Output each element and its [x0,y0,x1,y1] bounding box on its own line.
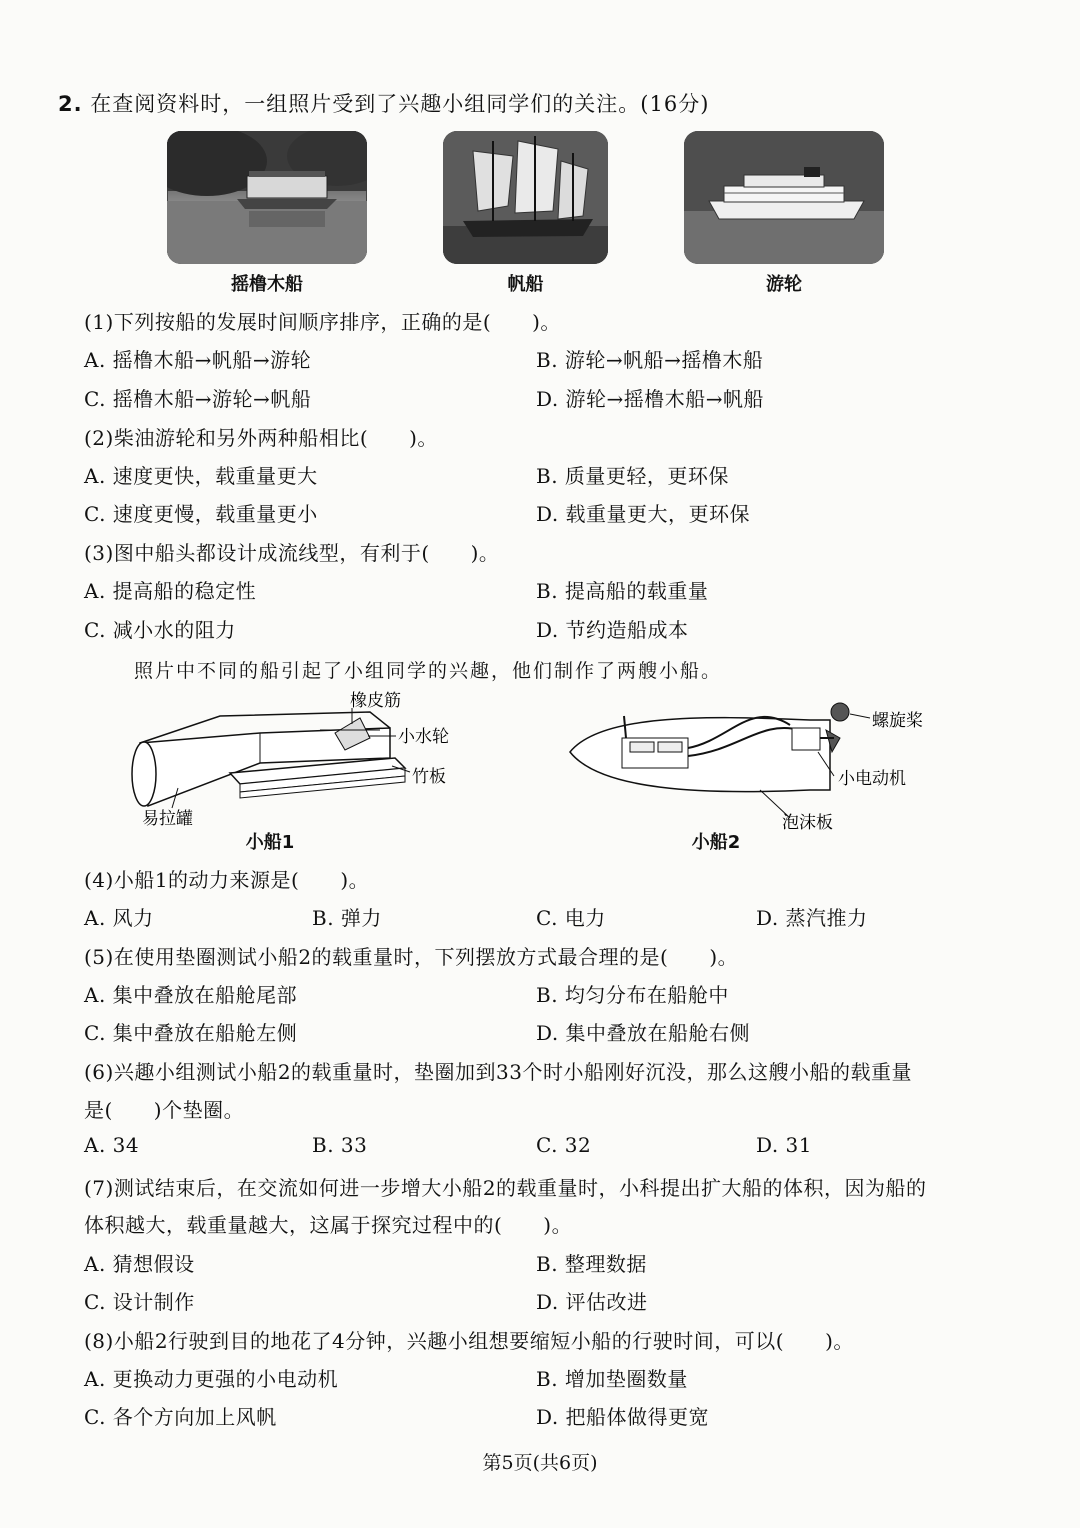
boat2-label-motor: 小电动机 [838,769,906,789]
photo-cruise-ship [684,131,884,264]
item-2-option-a[interactable]: A. 速度更快，载重量更大 [84,464,318,488]
item-1-option-c[interactable]: C. 摇橹木船→游轮→帆船 [84,387,312,411]
item-7-option-d[interactable]: D. 评估改进 [536,1290,648,1314]
boat1-label-bamboo-board: 竹板 [412,767,446,787]
photo-cruise-ship-caption: 游轮 [766,274,802,295]
boat1-diagram [120,688,480,838]
intro-text: 照片中不同的船引起了小组同学的兴趣，他们制作了两艘小船。 [134,660,723,682]
item-6-option-d[interactable]: D. 31 [756,1133,812,1157]
item-7-option-c[interactable]: C. 设计制作 [84,1290,195,1314]
cruise-ship-illustration [684,131,884,264]
item-7-option-b[interactable]: B. 整理数据 [536,1252,647,1276]
item-3-option-d[interactable]: D. 节约造船成本 [536,618,689,642]
item-7-option-a[interactable]: A. 猜想假设 [84,1252,195,1276]
item-5-option-a[interactable]: A. 集中叠放在船舱尾部 [84,983,298,1007]
item-2-stem: (2)柴油游轮和另外两种船相比( )。 [84,426,438,450]
item-5-stem: (5)在使用垫圈测试小船2的载重量时，下列摆放方式最合理的是( )。 [84,945,739,969]
item-1-option-a[interactable]: A. 摇橹木船→帆船→游轮 [84,348,312,372]
item-4-option-c[interactable]: C. 电力 [536,906,606,930]
item-4-option-d[interactable]: D. 蒸汽推力 [756,906,868,930]
item-7-stem-line2: 体积越大，载重量越大，这属于探究过程中的( )。 [84,1213,573,1237]
photo-rowboat [167,131,367,264]
item-4-option-b[interactable]: B. 弹力 [312,906,382,930]
boat2-diagram [560,690,940,840]
rowboat-illustration [167,131,367,264]
item-1-stem: (1)下列按船的发展时间顺序排序，正确的是( )。 [84,310,561,334]
boat1-label-paddle-wheel: 小水轮 [398,727,449,747]
item-3-option-a[interactable]: A. 提高船的稳定性 [84,579,257,603]
item-2-option-b[interactable]: B. 质量更轻，更环保 [536,464,729,488]
item-3-option-b[interactable]: B. 提高船的载重量 [536,579,709,603]
item-2-option-c[interactable]: C. 速度更慢，载重量更小 [84,502,318,526]
sailboat-illustration [443,131,608,264]
boat2-label-foam-board: 泡沫板 [782,813,833,833]
item-5-option-b[interactable]: B. 均匀分布在船舱中 [536,983,729,1007]
boat1-caption: 小船1 [245,832,295,853]
boat1-label-rubber-band: 橡皮筋 [350,691,401,711]
page-footer: 第5页(共6页) [482,1452,598,1474]
question-number: 2. [58,92,83,116]
item-6-stem: (6)兴趣小组测试小船2的载重量时，垫圈加到33个时小船刚好沉没，那么这艘小船的载重量 [84,1060,913,1084]
item-8-stem: (8)小船2行驶到目的地花了4分钟，兴趣小组想要缩短小船的行驶时间，可以( )。 [84,1329,854,1353]
item-5-option-d[interactable]: D. 集中叠放在船舱右侧 [536,1021,751,1045]
item-6-option-c[interactable]: C. 32 [536,1133,592,1157]
item-1-option-b[interactable]: B. 游轮→帆船→摇橹木船 [536,348,764,372]
question-title-text: 在查阅资料时，一组照片受到了兴趣小组同学们的关注。(16分) [90,92,710,116]
boat2-caption: 小船2 [691,832,741,853]
boat1-label-can: 易拉罐 [142,809,193,829]
item-8-option-c[interactable]: C. 各个方向加上风帆 [84,1405,277,1429]
item-3-option-c[interactable]: C. 减小水的阻力 [84,618,236,642]
boat2-label-propeller: 螺旋桨 [872,711,923,731]
item-6-option-b[interactable]: B. 33 [312,1133,368,1157]
item-2-option-d[interactable]: D. 载重量更大，更环保 [536,502,751,526]
item-4-stem: (4)小船1的动力来源是( )。 [84,868,370,892]
photo-rowboat-caption: 摇橹木船 [231,274,303,295]
item-8-option-a[interactable]: A. 更换动力更强的小电动机 [84,1367,339,1391]
item-3-stem: (3)图中船头都设计成流线型，有利于( )。 [84,541,500,565]
item-4-option-a[interactable]: A. 风力 [84,906,154,930]
item-5-option-c[interactable]: C. 集中叠放在船舱左侧 [84,1021,298,1045]
item-7-stem: (7)测试结束后，在交流如何进一步增大小船2的载重量时，小科提出扩大船的体积，因为船的 [84,1176,927,1200]
photo-sailboat [443,131,608,264]
item-6-stem-line2: 是( )个垫圈。 [84,1098,245,1122]
item-8-option-b[interactable]: B. 增加垫圈数量 [536,1367,688,1391]
item-6-option-a[interactable]: A. 34 [84,1133,140,1157]
photo-sailboat-caption: 帆船 [507,274,544,295]
item-1-option-d[interactable]: D. 游轮→摇橹木船→帆船 [536,387,765,411]
question-title [58,88,709,118]
item-8-option-d[interactable]: D. 把船体做得更宽 [536,1405,710,1429]
